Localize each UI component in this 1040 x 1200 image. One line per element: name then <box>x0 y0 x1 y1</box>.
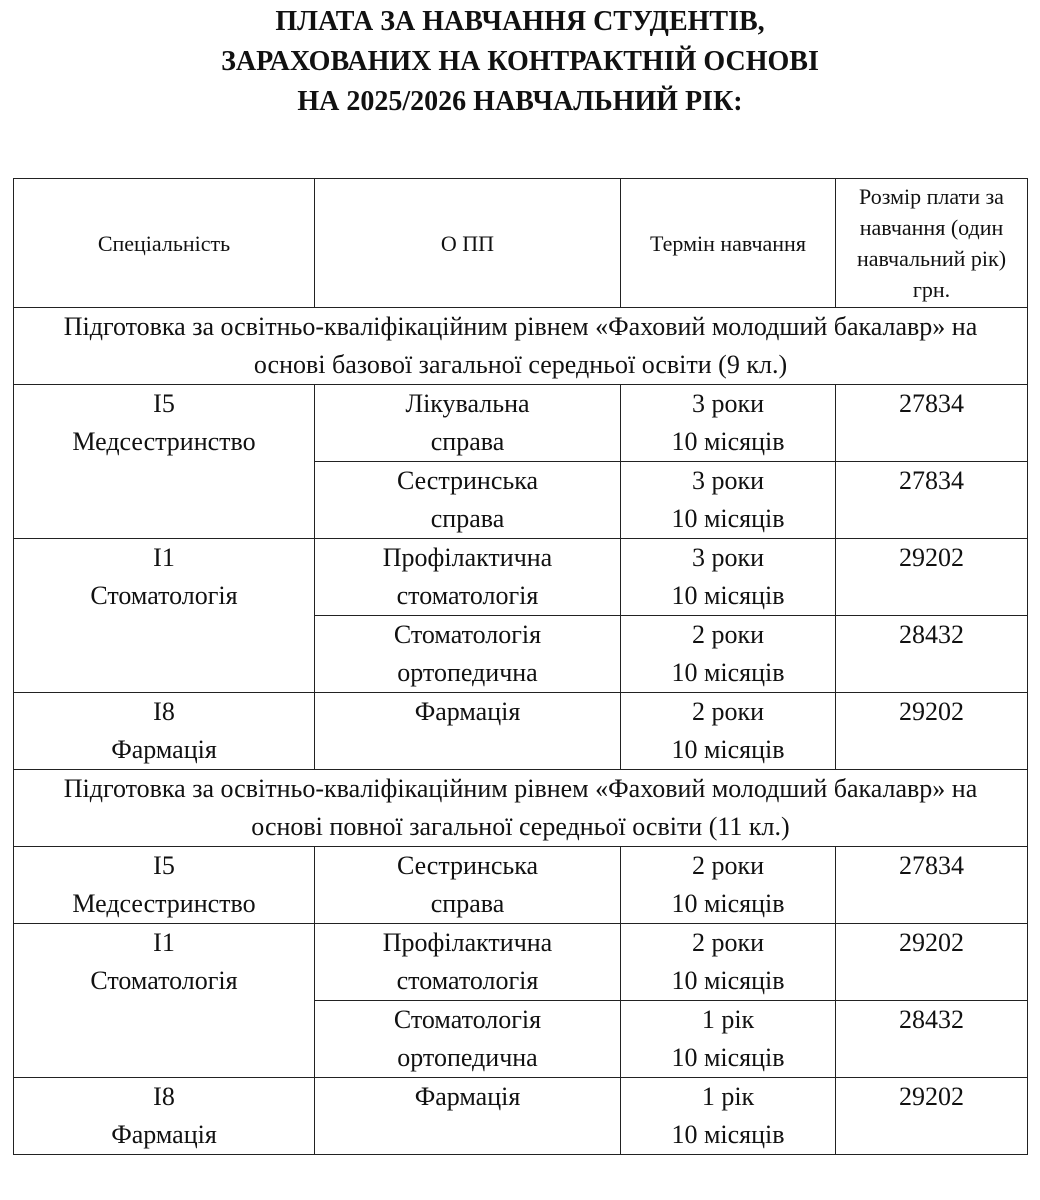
duration-line: 3 роки <box>691 389 765 418</box>
duration-cell <box>621 539 836 616</box>
duration-cell <box>621 385 836 462</box>
duration-line: 2 роки <box>691 620 765 649</box>
program-line: справа <box>430 504 505 533</box>
program-line: Лікувальна <box>405 389 530 418</box>
program-cell <box>315 462 621 539</box>
specialty-name: Стоматологія <box>90 966 238 995</box>
section-heading-row <box>14 770 1028 847</box>
program-cell <box>315 924 621 1001</box>
fee-cell: 29202 <box>836 1078 1028 1155</box>
specialty-name: Медсестринство <box>72 427 256 456</box>
fee-cell: 27834 <box>836 385 1028 462</box>
specialty-cell <box>14 924 315 1078</box>
duration-cell <box>621 847 836 924</box>
header-duration: Термін навчання <box>621 179 836 308</box>
duration-line: 3 роки <box>691 543 765 572</box>
duration-cell <box>621 462 836 539</box>
fee-cell: 27834 <box>836 847 1028 924</box>
fee-cell: 29202 <box>836 693 1028 770</box>
table-header-row <box>14 179 1028 308</box>
header-program: О ПП <box>315 179 621 308</box>
title-line-2: ЗАРАХОВАНИХ НА КОНТРАКТНІЙ ОСНОВІ <box>221 46 819 77</box>
specialty-name: Фармація <box>111 1120 217 1149</box>
program-line: Профілактична <box>382 543 553 572</box>
table-row <box>14 693 1028 770</box>
specialty-cell <box>14 1078 315 1155</box>
duration-line: 10 місяців <box>671 658 785 687</box>
duration-line: 3 роки <box>691 466 765 495</box>
section-heading: Підготовка за освітньо-кваліфікаційним рівнем «Фаховий молодший бакалавр» на основі базової загальної середньої освіти (9 кл.) <box>14 308 1028 385</box>
program-line: Фармація <box>414 1082 521 1111</box>
title-line-3: НА 2025/2026 НАВЧАЛЬНИЙ РІК: <box>297 86 743 117</box>
program-cell <box>315 1078 621 1155</box>
section-heading-row <box>14 308 1028 385</box>
duration-line: 10 місяців <box>671 1043 785 1072</box>
duration-line: 1 рік <box>701 1082 755 1111</box>
program-cell <box>315 385 621 462</box>
header-fee: Розмір плати за навчання (один навчальний рік) грн. <box>836 179 1028 308</box>
duration-line: 2 роки <box>691 928 765 957</box>
fee-cell: 28432 <box>836 616 1028 693</box>
duration-cell <box>621 924 836 1001</box>
specialty-code: I5 <box>153 851 175 880</box>
program-line: ортопедична <box>397 658 538 687</box>
duration-cell <box>621 616 836 693</box>
specialty-code: I8 <box>153 697 175 726</box>
program-cell <box>315 847 621 924</box>
duration-line: 10 місяців <box>671 427 785 456</box>
program-line: стоматологія <box>396 581 539 610</box>
duration-line: 10 місяців <box>671 889 785 918</box>
duration-line: 10 місяців <box>671 504 785 533</box>
page-title <box>0 2 1040 122</box>
program-cell <box>315 1001 621 1078</box>
header-specialty: Спеціальність <box>14 179 315 308</box>
fee-cell: 29202 <box>836 924 1028 1001</box>
duration-cell <box>621 1001 836 1078</box>
title-line-1: ПЛАТА ЗА НАВЧАННЯ СТУДЕНТІВ, <box>275 6 765 37</box>
program-line: справа <box>430 889 505 918</box>
specialty-cell <box>14 847 315 924</box>
tuition-fee-table <box>13 178 1028 1155</box>
specialty-cell <box>14 693 315 770</box>
program-line: Сестринська <box>396 851 539 880</box>
fee-cell: 28432 <box>836 1001 1028 1078</box>
table-row <box>14 385 1028 462</box>
table-row <box>14 1078 1028 1155</box>
specialty-code: I5 <box>153 389 175 418</box>
table-row <box>14 847 1028 924</box>
program-line: Стоматологія <box>393 620 542 649</box>
program-line: Стоматологія <box>393 1005 542 1034</box>
specialty-cell <box>14 385 315 539</box>
duration-line: 10 місяців <box>671 735 785 764</box>
duration-line: 10 місяців <box>671 581 785 610</box>
program-cell <box>315 616 621 693</box>
program-cell <box>315 693 621 770</box>
program-cell <box>315 539 621 616</box>
specialty-name: Медсестринство <box>72 889 256 918</box>
program-line: справа <box>430 427 505 456</box>
duration-line: 1 рік <box>701 1005 755 1034</box>
fee-cell: 29202 <box>836 539 1028 616</box>
table-row <box>14 924 1028 1001</box>
specialty-code: I8 <box>153 1082 175 1111</box>
specialty-name: Фармація <box>111 735 217 764</box>
specialty-name: Стоматологія <box>90 581 238 610</box>
specialty-cell <box>14 539 315 693</box>
section-heading: Підготовка за освітньо-кваліфікаційним рівнем «Фаховий молодший бакалавр» на основі повної загальної середньої освіти (11 кл.) <box>14 770 1028 847</box>
duration-cell <box>621 1078 836 1155</box>
program-line: стоматологія <box>396 966 539 995</box>
program-line: Сестринська <box>396 466 539 495</box>
specialty-code: I1 <box>153 928 175 957</box>
duration-line: 10 місяців <box>671 1120 785 1149</box>
duration-line: 2 роки <box>691 851 765 880</box>
fee-cell: 27834 <box>836 462 1028 539</box>
program-line: ортопедична <box>397 1043 538 1072</box>
duration-cell <box>621 693 836 770</box>
program-line: Фармація <box>414 697 521 726</box>
program-line: Профілактична <box>382 928 553 957</box>
duration-line: 10 місяців <box>671 966 785 995</box>
specialty-code: I1 <box>153 543 175 572</box>
table-body <box>14 308 1028 1155</box>
table-row <box>14 539 1028 616</box>
duration-line: 2 роки <box>691 697 765 726</box>
